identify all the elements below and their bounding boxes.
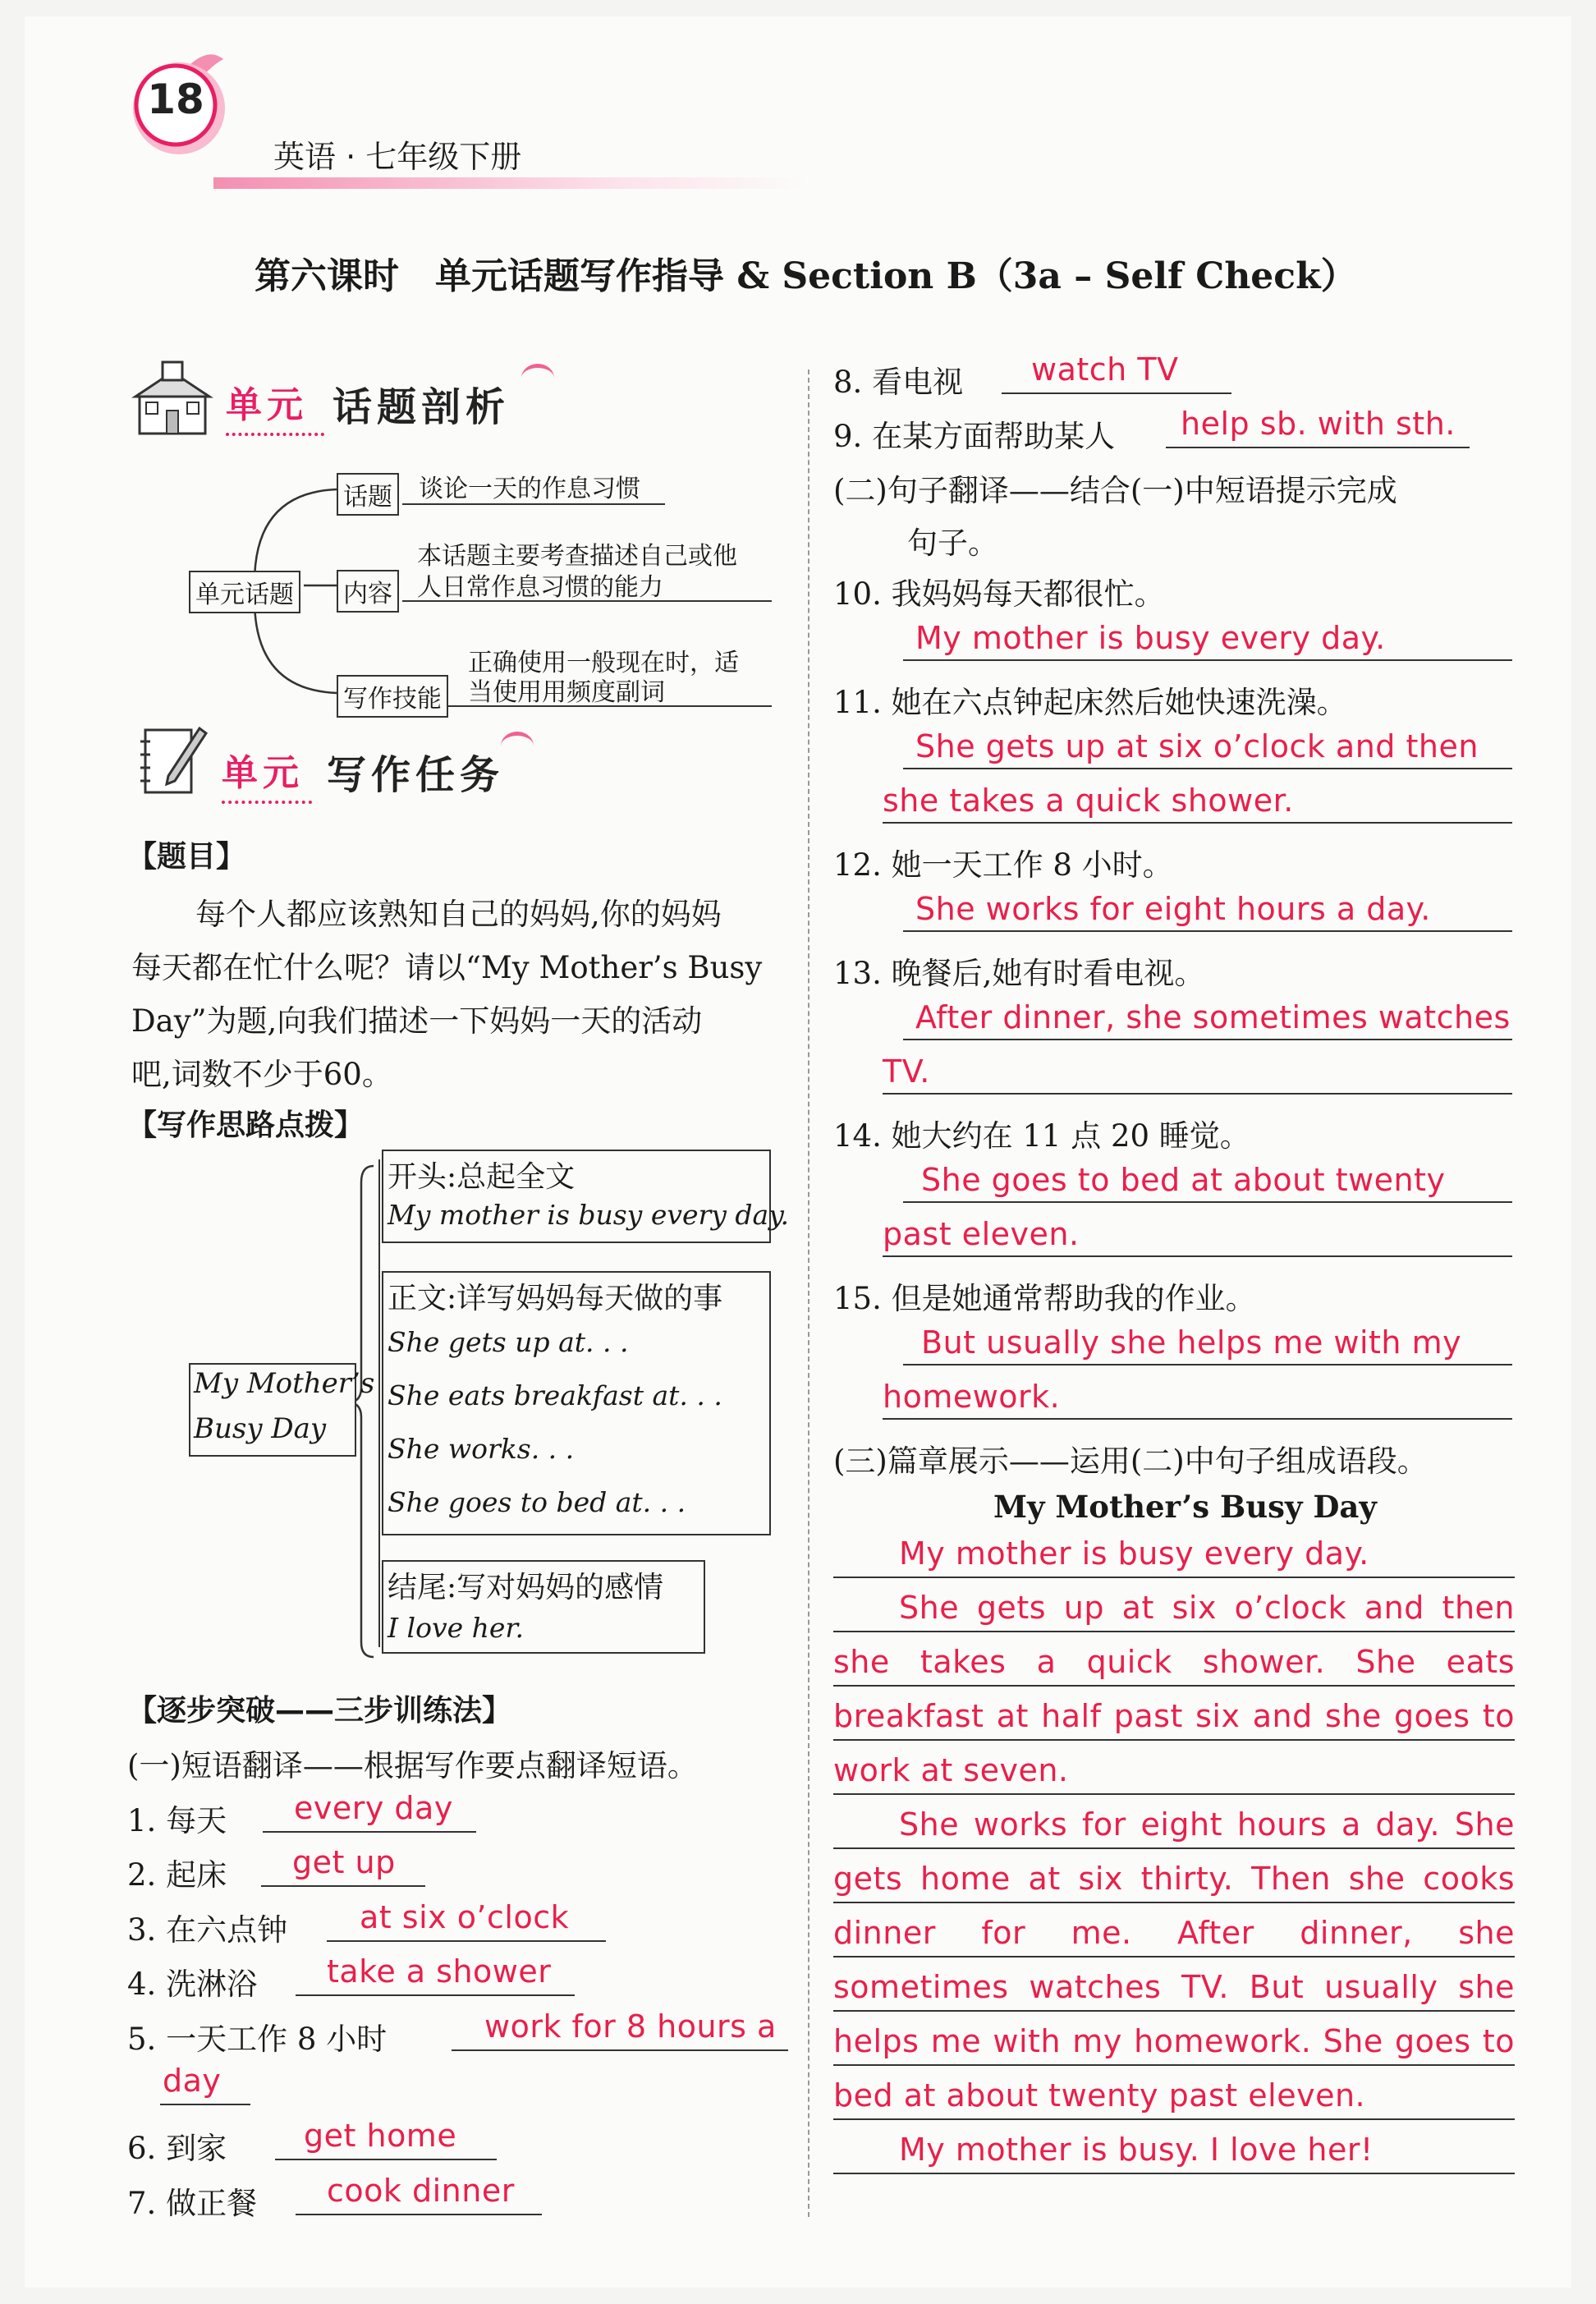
section2-swoosh [501, 732, 534, 760]
sentence-15-a1: But usually she helps me with my [921, 1324, 1462, 1361]
phrase-5-a: work for 8 hours a [484, 2008, 777, 2045]
phrase-4-a: take a shower [327, 1953, 552, 1990]
essay-line: gets home at six thirty. Then she cooks [833, 1861, 1515, 1897]
essay-line: My mother is busy every day. [899, 1535, 1369, 1572]
essay-underline [833, 1739, 1515, 1741]
part1-heading: (一)短语翻译——根据写作要点翻译短语。 [127, 1748, 698, 1783]
mindmap-branch-content-line1: 本话题主要考查描述自己或他 [417, 542, 737, 571]
sentence-12-line [903, 930, 1512, 932]
sentence-15-q: 15. 但是她通常帮助我的作业。 [833, 1281, 1256, 1316]
section2-dots [222, 801, 312, 804]
section2-title-a: 单元 [222, 752, 304, 794]
phrase-9-line [1166, 447, 1470, 448]
section1-title-a: 单元 [226, 384, 308, 426]
essay-line: She gets up at six o’clock and then [899, 1590, 1515, 1626]
outline-root-line2: Busy Day [194, 1412, 327, 1445]
sentence-14-a1: She goes to bed at about twenty [921, 1162, 1446, 1198]
essay-line: she takes a quick shower. She eats [833, 1644, 1515, 1680]
essay-underline [833, 1793, 1515, 1795]
phrase-5-q: 5. 一天工作 8 小时 [127, 2022, 388, 2057]
sentence-13-line2 [883, 1093, 1512, 1095]
sentence-12-a: She works for eight hours a day. [915, 891, 1431, 927]
sentence-14-line2 [883, 1255, 1512, 1257]
section2-banner [131, 718, 591, 809]
essay-line: work at seven. [833, 1752, 1069, 1788]
sentence-10-line [903, 659, 1512, 661]
essay-underline [833, 2173, 1515, 2174]
phrase-3-a: at six o’clock [360, 1899, 570, 1935]
sentence-14-q: 14. 她大约在 11 点 20 睡觉。 [833, 1118, 1250, 1154]
essay-underline [833, 1631, 1515, 1632]
phrase-7-q: 7. 做正餐 [127, 2186, 258, 2221]
sentence-11-q: 11. 她在六点钟起床然后她快速洗澡。 [833, 685, 1347, 720]
outline-body-line4: She goes to bed at. . . [388, 1486, 686, 1518]
sentence-10-a: My mother is busy every day. [915, 620, 1386, 656]
essay-line: breakfast at half past six and she goes to [833, 1698, 1515, 1734]
mindmap-branch-skill-line2: 当使用用频度副词 [468, 678, 665, 707]
section1-dots [226, 433, 324, 436]
outline-opening-head: 开头:总起全文 [388, 1160, 576, 1194]
sentence-13-a2: TV. [883, 1053, 930, 1090]
essay-underline [833, 1847, 1515, 1849]
sentence-13-q: 13. 晚餐后,她有时看电视。 [833, 956, 1205, 991]
mindmap-branch-skill: 写作技能 [337, 675, 448, 718]
outline-body-line3: She works. . . [388, 1433, 575, 1465]
essay-underline [833, 1685, 1515, 1687]
topic-line-3: Day”为题,向我们描述一下妈妈一天的活动 [131, 1003, 703, 1039]
essay-line: sometimes watches TV. But usually she [833, 1969, 1515, 2005]
phrase-3-line [327, 1940, 606, 1942]
sentence-14-a2: past eleven. [883, 1216, 1080, 1252]
outline-ending-sentence: I love her. [388, 1612, 525, 1644]
essay-underline [833, 2064, 1515, 2066]
phrase-2-a: get up [292, 1844, 396, 1880]
essay-line: dinner for me. After dinner, she [833, 1915, 1515, 1951]
outline-diagram [164, 1150, 788, 1675]
sentence-11-a2: she takes a quick shower. [883, 783, 1294, 819]
notebook-pencil-icon [135, 718, 209, 801]
essay-underline [833, 2010, 1515, 2012]
mindmap-branch-content: 内容 [337, 570, 399, 613]
sentence-15-line1 [903, 1364, 1512, 1365]
sentence-15-line2 [883, 1418, 1512, 1420]
section1-title-b: 话题剖析 [332, 384, 511, 430]
phrase-6-a: get home [304, 2118, 457, 2154]
phrase-1-q: 1. 每天 [127, 1803, 227, 1838]
section1-banner [131, 357, 591, 447]
section1-swoosh [521, 364, 554, 392]
part2-heading-line2: 句子。 [907, 526, 998, 561]
phrase-5-a2: day [163, 2063, 222, 2099]
essay-underline [833, 2118, 1515, 2120]
mindmap-branch-content-line2: 人日常作息习惯的能力 [417, 573, 663, 602]
lesson-title: 第六课时 单元话题写作指导 & Section B（3a – Self Check） [255, 255, 1357, 297]
essay-underline [833, 1956, 1515, 1957]
essay-underline [833, 1577, 1515, 1578]
steps-heading: 【逐步突破——三步训练法】 [127, 1694, 512, 1728]
mindmap-branch-skill-line1: 正确使用一般现在时，适 [468, 649, 739, 677]
phrase-7-a: cook dinner [327, 2173, 515, 2209]
workbook-page [25, 16, 1571, 2288]
mindmap-root: 单元话题 [189, 571, 300, 613]
outline-body-head: 正文:详写妈妈每天做的事 [388, 1282, 723, 1315]
sentence-11-line1 [903, 768, 1512, 769]
mindmap [164, 460, 788, 723]
phrase-8-a: watch TV [1031, 351, 1179, 388]
sentence-13-line1 [903, 1039, 1512, 1040]
outline-opening-sentence: My mother is busy every day. [388, 1199, 789, 1231]
page-number-badge [131, 57, 230, 156]
sentence-15-a2: homework. [883, 1379, 1061, 1415]
outline-root-line1: My Mother’s [194, 1367, 375, 1400]
phrase-6-line [275, 2159, 497, 2160]
page-number: 18 [147, 76, 204, 123]
phrase-9-a: help sb. with sth. [1181, 406, 1456, 442]
topic-line-1: 每个人都应该熟知自己的妈妈,你的妈妈 [195, 897, 722, 932]
phrase-8-line [1002, 392, 1231, 394]
phrase-8-q: 8. 看电视 [833, 365, 964, 400]
part2-heading-line1: (二)句子翻译——结合(一)中短语提示完成 [833, 473, 1397, 508]
sentence-13-a1: After dinner, she sometimes watches [915, 999, 1511, 1035]
essay-line: helps me with my homework. She goes to [833, 2023, 1515, 2059]
phrase-2-q: 2. 起床 [127, 1857, 227, 1893]
sentence-11-line2 [883, 822, 1512, 824]
topic-line-2: 每天都在忙什么呢？请以“My Mother’s Busy [131, 950, 763, 985]
outline-body-line1: She gets up at. . . [388, 1326, 629, 1358]
part3-heading: (三)篇章展示——运用(二)中句子组成语段。 [833, 1443, 1428, 1479]
sentence-10-q: 10. 我妈妈每天都很忙。 [833, 576, 1165, 612]
outline-ending-head: 结尾:写对妈妈的感情 [388, 1571, 664, 1604]
phrase-4-q: 4. 洗淋浴 [127, 1967, 258, 2002]
mindmap-branch-topic: 话题 [337, 473, 399, 516]
phrase-7-line [296, 2214, 542, 2215]
essay-line: bed at about twenty past eleven. [833, 2077, 1366, 2114]
essay-lines [833, 1535, 1515, 2209]
sentence-12-q: 12. 她一天工作 8 小时。 [833, 847, 1173, 883]
phrase-2-line [261, 1885, 425, 1887]
topic-heading: 【题目】 [127, 840, 246, 874]
sentence-14-line1 [903, 1201, 1512, 1203]
section2-title-b: 写作任务 [327, 752, 505, 798]
essay-line: She works for eight hours a day. She [899, 1806, 1515, 1843]
topic-line-4: 吧,词数不少于60。 [131, 1057, 392, 1092]
essay-underline [833, 1902, 1515, 1903]
ideas-heading: 【写作思路点拨】 [127, 1108, 365, 1142]
phrase-5-line2 [160, 2104, 250, 2105]
phrase-4-line [296, 1994, 575, 1996]
sentence-11-a1: She gets up at six o’clock and then [915, 728, 1479, 764]
essay-line: My mother is busy. I love her! [899, 2132, 1374, 2168]
mindmap-branch-topic-text: 谈论一天的作息习惯 [419, 475, 640, 503]
column-divider [808, 369, 809, 2217]
outline-body-line2: She eats breakfast at. . . [388, 1379, 722, 1411]
schoolhouse-icon [131, 357, 213, 439]
essay-title: My Mother’s Busy Day [993, 1489, 1377, 1525]
book-title: 英语 · 七年级下册 [273, 139, 522, 175]
phrase-1-a: every day [294, 1790, 453, 1826]
header-rule [213, 177, 805, 189]
phrase-9-q: 9. 在某方面帮助某人 [833, 419, 1116, 454]
phrase-3-q: 3. 在六点钟 [127, 1912, 288, 1948]
phrase-5-line [452, 2049, 788, 2051]
phrase-1-line [263, 1831, 476, 1833]
phrase-6-q: 6. 到家 [127, 2131, 227, 2166]
